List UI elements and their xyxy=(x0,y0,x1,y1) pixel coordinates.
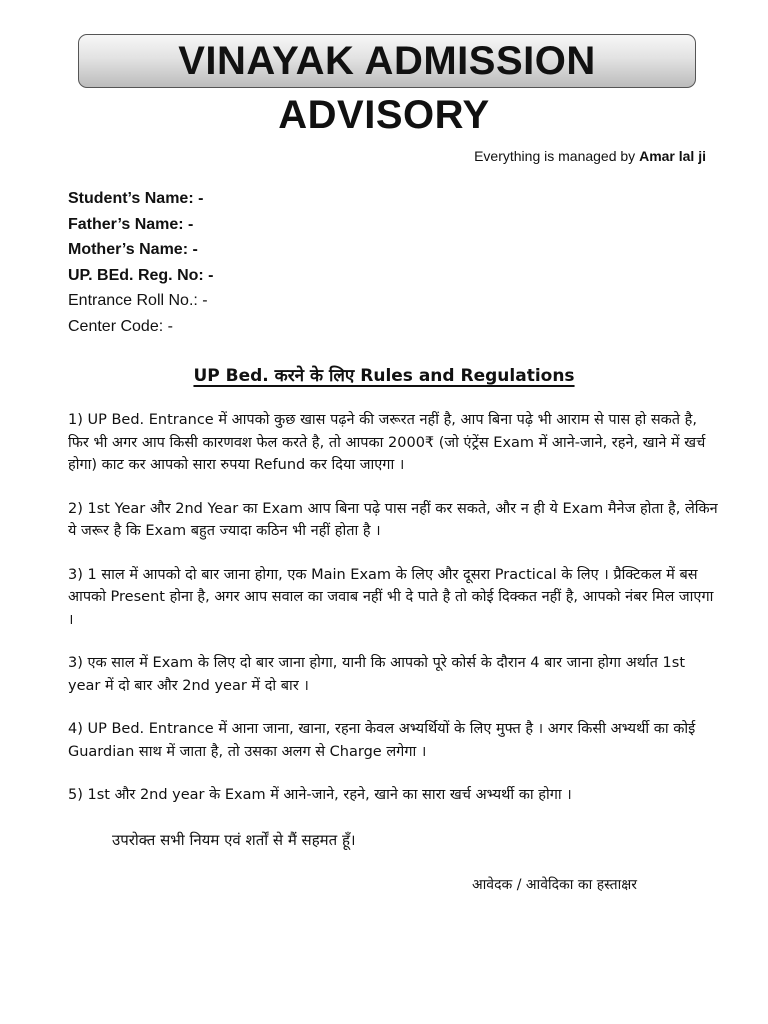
title-banner xyxy=(78,34,696,88)
page-subtitle: ADVISORY xyxy=(278,93,490,137)
applicant-fields xyxy=(68,186,214,339)
rules-heading-text: UP Bed. करने के लिए Rules and Regulations xyxy=(193,366,575,386)
managed-by-prefix: Everything is managed by xyxy=(474,148,640,164)
rules-heading xyxy=(0,363,768,386)
rule-item: 3) एक साल में Exam के लिए दो बार जाना होगा, यानी कि आपको पूरे कोर्स के दौरान 4 बार जाना होगा अर्थात 1st year में दो बार और 2nd year में दो बार । xyxy=(68,655,686,694)
signature-label: आवेदक / आवेदिका का हस्ताक्षर xyxy=(472,877,637,893)
rule-item: 5) 1st और 2nd year के Exam में आने-जाने, रहने, खाने का सारा खर्च अभ्यर्थी का होगा । xyxy=(68,787,572,803)
roll-no-field: Entrance Roll No.: - xyxy=(68,292,208,309)
managed-by-name: Amar lal ji xyxy=(639,148,706,164)
rule-item: 2) 1st Year और 2nd Year का Exam आप बिना पढ़े पास नहीं कर सकते, और न ही ये Exam मैनेज होता है, लेकिन ये जरूर है कि Exam बहुत ज्यादा कठिन भी नहीं होता है । xyxy=(68,500,718,539)
mother-name-field: Mother’s Name: - xyxy=(68,241,198,258)
rule-item: 4) UP Bed. Entrance में आना जाना, खाना, रहना केवल अभ्यर्थियों के लिए मुफ्त है । अगर किसी अभ्यर्थी का कोई Guardian साथ में जाता है, तो उसका अलग से Charge लगेगा । xyxy=(68,721,696,760)
center-code-field: Center Code: - xyxy=(68,317,173,335)
rule-item: 3) 1 साल में आपको दो बार जाना होगा, एक Main Exam के लिए और दूसरा Practical के लिए । प्रैक्टिकल में बस आपको Present होना है, अगर आप सवाल का जवाब नहीं भी दे पाते है तो कोई दिक्कत नहीं है, आपको नंबर मिल जाएगा । xyxy=(68,566,714,628)
reg-no-field: UP. BEd. Reg. No: - xyxy=(68,266,214,284)
student-name-field: Student’s Name: - xyxy=(68,190,204,207)
rules-list xyxy=(68,409,718,828)
rule-item: 1) UP Bed. Entrance में आपको कुछ खास पढ़ने की जरूरत नहीं है, आप बिना पढ़े भी आराम से पास हो सकते है, फिर भी अगर आप किसी कारणवश फेल करते है, तो आपका 2000₹ (जो एंट्रेंस Exam में आने-जाने, रहने, खाने में खर्च होगा) काट कर आपको सारा रुपया Refund कर दिया जाएगा । xyxy=(68,412,706,473)
agreement-statement: उपरोक्त सभी नियम एवं शर्तों से मैं सहमत हूँ। xyxy=(112,831,356,849)
page-title: VINAYAK ADMISSION xyxy=(178,38,596,83)
managed-by-line xyxy=(474,148,706,164)
father-name-field: Father’s Name: - xyxy=(68,215,194,233)
